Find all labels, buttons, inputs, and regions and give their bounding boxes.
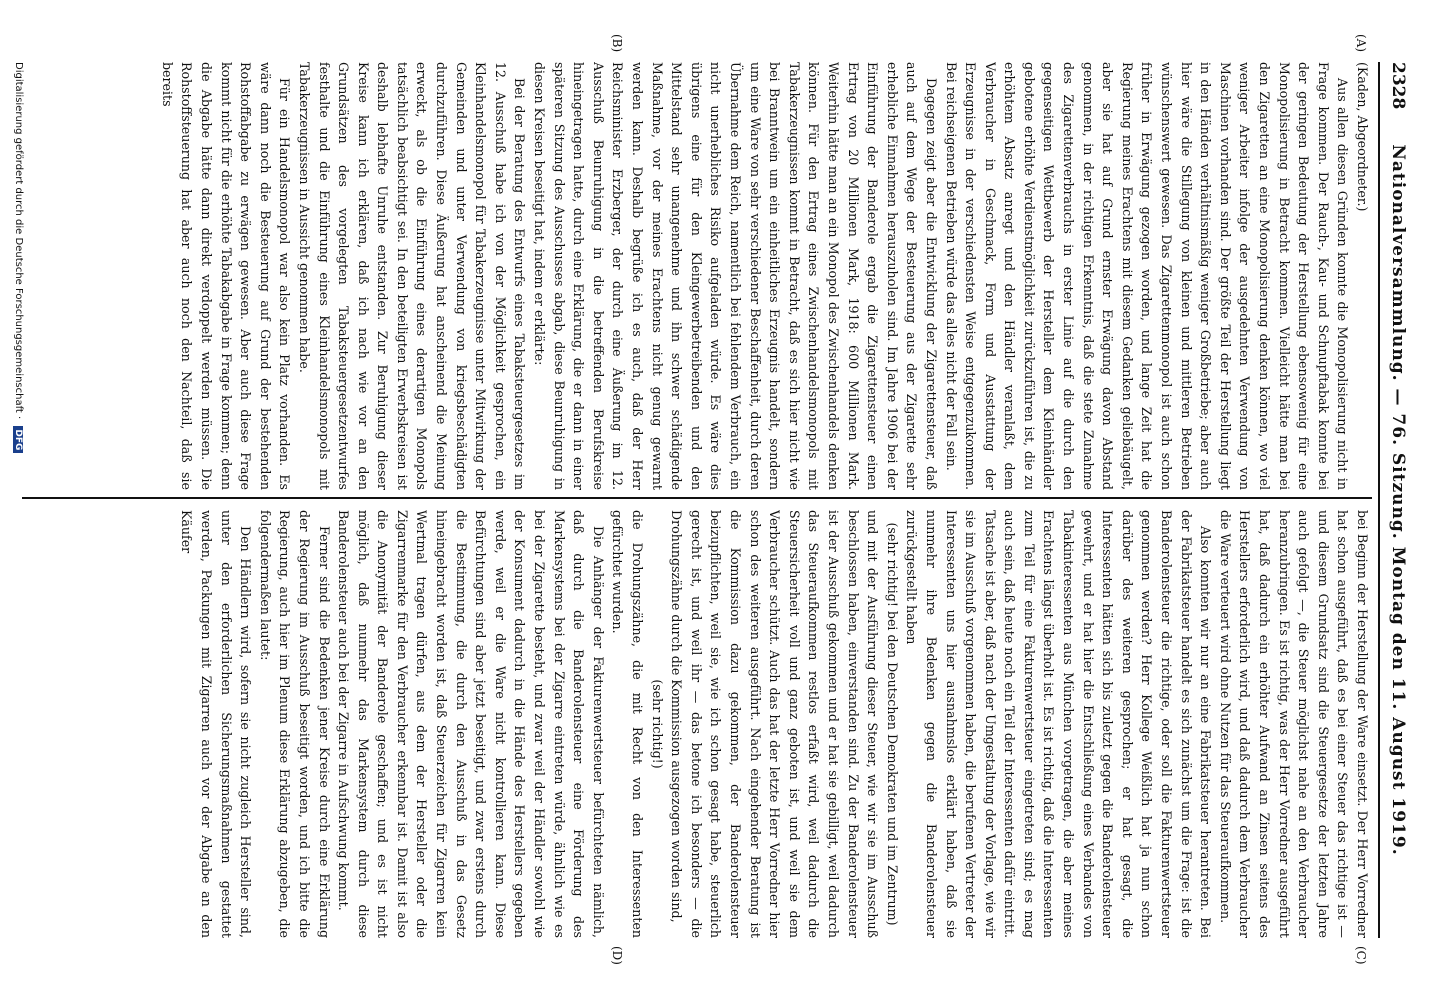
paragraph: und mit der Ausführung dieser Steuer, wie wir sie im Ausschuß beschlossen haben, einverstanden sind. Zu der Banderolensteuer ist der Ausschuß gekommen und er hat sie gebilligt, weil dadurch das Steueraufkommen restlos erfaßt wird, weil dadurch die Steuersicherheit voll und ganz geboten ist, und weil sie dem Verbraucher schützt. Auch das hat der letzte Herr Vorredner hier schon des weiteren ausgeführt. Nach eingehender Beratung ist die Kommission dazu gekommen, der Banderolensteuer beizupflichten, weil sie, wie ich schon gesagt habe, steuerlich gerecht ist, und weil ihr — das betone ich besonders — die Drohungszähne durch die Kommission ausgezogen worden sind, bbox=[669, 510, 881, 938]
margin-marker-c: (C) bbox=[1354, 946, 1368, 965]
column-divider bbox=[22, 497, 1372, 499]
left-column bbox=[22, 62, 1372, 490]
paragraph: bei Beginn der Herstellung der Ware einsetzt. Der Herr Vorredner hat schon ausgeführt, daß es bei einer Steuer das richtige ist — und diesem Grundsatz sind die Steuergesetze der letzten Jahre auch gefolgt —, die Steuer möglichst nahe an den Verbraucher heranzubringen. Es ist richtig, was der Herr Vorredner ausgeführt hat, daß dadurch ein erhöhter Aufwand an Zinsen seitens des Herstellers erforderlich wird, und daß dadurch dem Verbraucher die Ware verteuert wird ohne Nutzen für das Steueraufkommen. bbox=[1217, 510, 1370, 938]
page-header bbox=[1382, 62, 1412, 938]
credit-text: Digitalisierung gefördert durch die Deutsche Forschungsgemeinschaft · bbox=[13, 62, 24, 420]
paragraph: Aus allen diesen Gründen konnte die Monopolisierung nicht in Frage kommen. Der Rauch-, Kau- und Schnupftabak konnte bei der geringen Bedeutung der Herstellung ebensowenig für eine Monopolisierung in Betracht kommen. Vielleicht hätte man bei den Zigaretten an eine Monopolisierung denken können, wo viel weniger Arbeiter infolge der ausgedehnten Verwendung von Maschinen vorhanden sind. Der größte Teil der Herstellung liegt in den Händen verhältnismäßig weniger Großbetriebe; aber auch hier wäre die Stillegung von kleinen und mittleren Betrieben wünschenswert gewesen. Das Zigarettenmonopol ist auch schon früher in Erwägung gezogen worden, und lange Zeit hat die Regierung meines Erachtens mit diesem Gedanken geliebäugelt, aber sie hat auf Grund ernster Erwägung davon Abstand genommen, in der richtigen Erkenntnis, daß die stete Zunahme des Zigarettenverbrauchs in erster Linie auf die durch den gegenseitigen Wettbewerb der Hersteller dem Kleinhändler gebotene erhöhte Verdienstmöglichkeit zurückzuführen ist, die zu erhöhtem Absatz anregt und den Händler veranlaßt, dem Verbraucher in Geschmack, Form und Ausstattung der Erzeugnisse in der verschiedensten Weise entgegenzukommen. Bei reichseigenen Betrieben würde das alles nicht der Fall sein. bbox=[943, 62, 1351, 490]
margin-marker-b: (B) bbox=[610, 34, 624, 53]
right-column bbox=[22, 510, 1372, 938]
page-title: Nationalversammlung. — 76. Sitzung. Montag den 11. August 1919. bbox=[1388, 144, 1408, 856]
paragraph: Dagegen zeigt aber die Entwicklung der Zigarettensteuer, daß auch auf dem Wege der Besteuerung aus der Zigarette sehr erhebliche Einnahmen herauszuholen sind. Im Jahre 1906 bei der Einführung der Banderole ergab die Zigarettensteuer einen Ertrag von 20 Millionen Mark, 1918: 600 Millionen Mark. Weiterhin hätte man an ein Monopol des Zwischenhandels denken können. Für den Ertrag eines Zwischenhandelsmonopols mit Tabakerzeugnissen kommt in Betracht, daß es sich hier nicht wie bei Branntwein um ein einheitliches Erzeugnis handelt, sondern um eine Ware von sehr verschiedener Beschaffenheit, durch deren Übernahme dem Reich, namentlich bei fehlendem Verbrauch, ein nicht unerhebliches Risiko aufgeladen würde. Es wäre dies übrigens eine für den Kleingewerbetreibenden und den Mittelstand sehr unangenehme und ihn schwer schädigende Maßnahme, vor der meines Erachtens nicht genug gewarnt werden kann. Deshalb begrüße ich es auch, daß der Herr Reichsminister Erzberger, der durch eine Äußerung im 12. Ausschuß Beunruhigung in die betreffenden Berufskreise hineingetragen hatte, durch eine Erklärung, die er dann in einer späteren Sitzung des Ausschusses abgab, diese Beunruhigung in diesen Kreisen beseitigt hat, indem er erklärte: bbox=[532, 62, 939, 490]
page-number: 2328 bbox=[1388, 62, 1408, 110]
paragraph: Für ein Handelsmonopol war also kein Platz vorhanden. Es wäre dann noch die Besteuerung auf Grund der bestehenden Rohstoffabgabe zu erwägen gewesen. Aber auch diese Frage kommt nicht für die erhöhte Tabakabgabe in Frage kommen; denn die Abgabe hätte dann direkt verdoppelt werden müssen. Die Rohstoffsteuerung hat aber auch noch den Nachteil, daß sie bereits bbox=[159, 62, 293, 490]
paragraph: die Drohungszähne, die mit Recht von den Interessenten gefürchtet wurden. bbox=[610, 510, 646, 938]
interjection: (sehr richtig!) bbox=[649, 679, 665, 769]
margin-marker-a: (A) bbox=[1354, 34, 1368, 53]
paragraph: Bei der Beratung des Entwurfs eines Tabaksteuergesetzes im 12. Ausschuß habe ich von der Möglichkeit gesprochen, ein Kleinhandelsmonopol für Tabakerzeugnisse unter Mitwirkung der Gemeinden und unter Verwendung von kriegsbeschädigten durchzuführen. Diese Äußerung hat anscheinend die Meinung erweckt, als ob die Einführung eines derartigen Monopols tatsächlich beabsichtigt sei. In den beteiligten Erwerbskreisen ist deshalb lebhafte Unruhe entstanden. Zur Beruhigung dieser Kreise kann ich erklären, daß ich nach wie vor an den Grundsätzen des vorgelegten Tabaksteuergesetzentwurfes festhalte und die Einführung eines Kleinhandelsmonopols mit Tabakerzeugnissen in Aussicht genommen habe. bbox=[296, 62, 528, 490]
paragraph: Ferner sind die Bedenken jener Kreise durch eine Erklärung der Regierung im Ausschuß beseitigt worden, und ich bitte die Regierung, auch hier im Plenum diese Erklärung abzugeben, die folgendermaßen lautet: bbox=[257, 510, 332, 938]
interjection: (sehr richtig! bei den Deutschen Demokraten und im Zentrum) bbox=[884, 522, 900, 926]
paragraph: Also konnten wir nur an eine Fabrikatsteuer herantreten. Bei der Fabrikatsteuer handelt es sich zunächst um die Frage: ist die Banderolensteuer die richtige, oder soll die Fakturenwertsteuer genommen werden? Herr Kollege Weißlich hat ja nun schon darüber des weiteren gesprochen; er hat gesagt, die Interessenten hätten sich bis zuletzt gegen die Banderolensteuer gewehrt, und er hat hier die Entschließung eines Verbandes von Tabakinteressenten aus München vorgetragen, die aber meines Erachtens längst überholt ist. Es ist richtig, daß die Interessenten zum Teil für eine Fakturenwertsteuer eingetreten sind; es mag auch sein, daß heute noch ein Teil der Interessenten dafür eintritt. Tatsache ist aber, daß nach der Umgestaltung der Vorlage, wie wir sie im Ausschuß vorgenommen haben, die berufenen Vertreter der Interessenten uns hier ausnahmslos erklärt haben, daß sie nunmehr ihre Bedenken gegen die Banderolensteuer zurückgestellt haben bbox=[904, 510, 1214, 938]
paragraph: Die Anhänger der Fakturenwertsteuer befürchteten nämlich, daß durch die Banderolensteuer eine Förderung des Markensystems bei der Zigarre eintreten würde, ähnlich wie es bei der Zigarette besteht, und zwar weil der Händler sowohl wie der Konsument dadurch in die Hände des Herstellers gegeben werde, weil er die Ware nicht kontrollieren kann. Diese Befürchtungen sind aber jetzt beseitigt, und zwar erstens durch die Bestimmung, die durch den Ausschuß in das Gesetz hineingebracht worden ist, daß Steuerzeichen für Zigarren kein Wertmal tragen dürfen, aus dem der Hersteller oder die Zigarrenmarke für den Verbraucher erkennbar ist. Damit ist also die Anonymität der Banderole geschaffen; und es ist nicht möglich, daß nunmehr das Markensystem durch diese Banderolensteuer auch bei der Zigarre in Aufschwung kommt. bbox=[336, 510, 606, 938]
dfg-logo: DFG bbox=[13, 426, 23, 453]
paragraph: Den Händlern wird, sofern sie nicht zugleich Hersteller sind, unter den erforderlichen Sicherungsmaßnahmen gestattet werden, Packungen mit Zigarren auch vor der Abgabe an den Käufer bbox=[179, 510, 254, 938]
speaker-label: (Kaden, Abgeordneter.) bbox=[1355, 62, 1370, 212]
digitization-credit bbox=[4, 62, 24, 938]
margin-marker-d: (D) bbox=[610, 946, 624, 965]
header-rule bbox=[1378, 62, 1380, 938]
